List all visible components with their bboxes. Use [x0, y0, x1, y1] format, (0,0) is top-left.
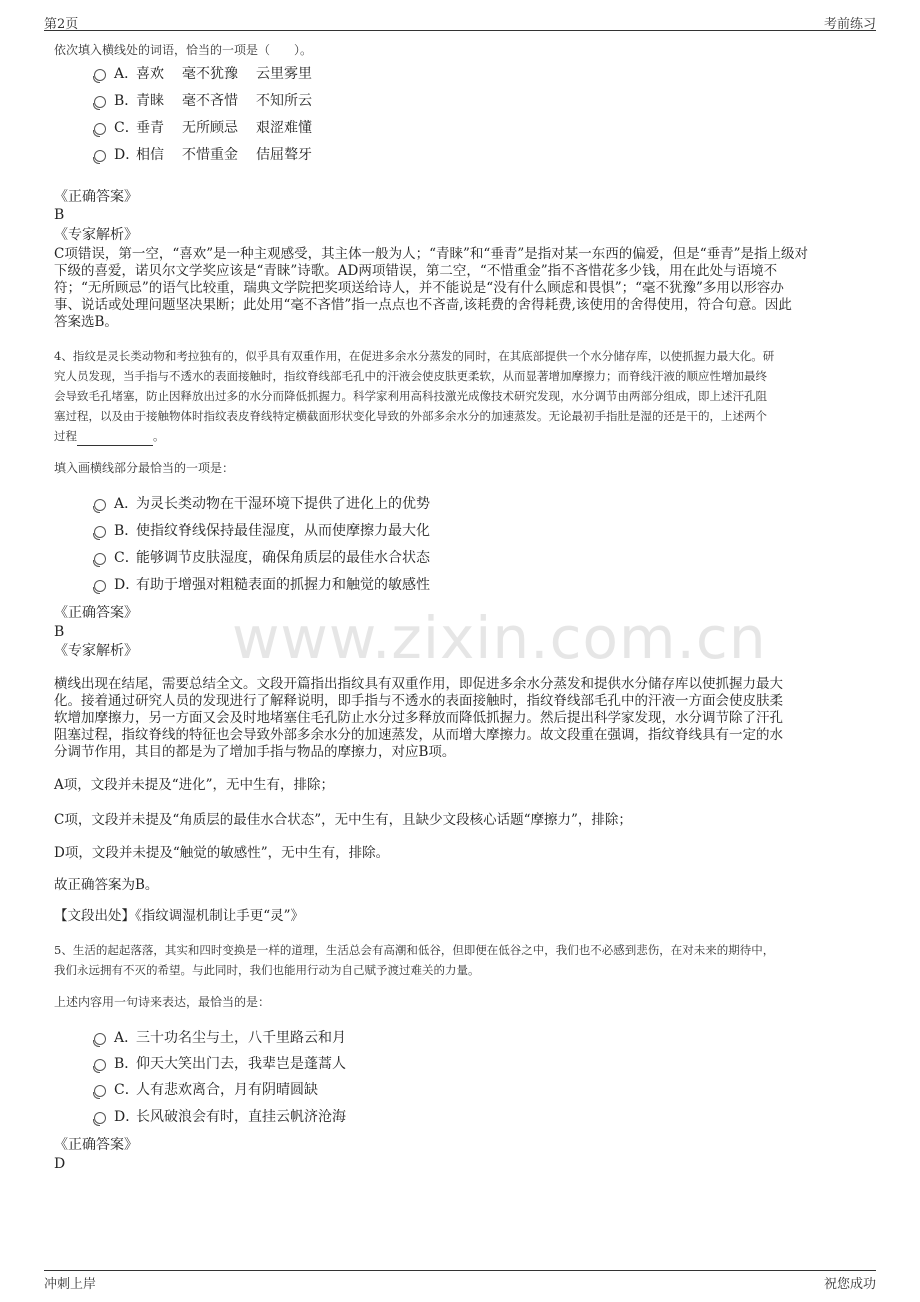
q3-option-a[interactable]: A．喜欢 毫不犹豫 云里雾里 — [94, 64, 330, 84]
radio-icon[interactable] — [94, 1059, 106, 1071]
q5-option-d[interactable]: D．长风破浪会有时，直挂云帆济沧海 — [94, 1107, 346, 1127]
q5-answer-label: 《正确答案》 — [54, 1137, 138, 1153]
radio-icon[interactable] — [94, 69, 106, 81]
q4-source: 【文段出处】《指纹调湿机制让手更“灵”》 — [54, 908, 305, 924]
q4-option-d[interactable]: D．有助于增强对粗糙表面的抓握力和触觉的敏感性 — [94, 575, 430, 595]
q5-prompt: 上述内容用一句诗来表达，最恰当的是： — [54, 995, 271, 1009]
page-header — [44, 0, 876, 31]
radio-icon[interactable] — [94, 150, 106, 162]
q4-stem: 4、指纹是灵长类动物和考拉独有的，似乎具有双重作用，在促进多余水分蒸发的同时，在其底部提供一个水分储存库，以使抓握力最大化。研 究人员发现，当手指与不透水的表面接触时，指纹脊线部毛孔中的汗液会使皮肤更柔软，从而显著增加摩擦力；而脊线汗液的顺应性增加最终 会导致毛孔堵塞，防止因释放出过多的水分而降低抓握力。科学家利用高科技激光成像技术研究发现，水分调节由两部分组成，即上述汗孔阻 塞过程，以及由于接触物体时指纹表皮脊线特定横截面形状变化导致的外部多余水分的加速蒸发。无论最初手指肚是湿的还是干的，上述两个 过程 。 — [54, 346, 874, 446]
page-number: 第2页 — [44, 17, 79, 32]
footer-left: 冲刺上岸 — [44, 1277, 97, 1292]
q4-note-c: C项，文段并未提及“角质层的最佳水合状态”，无中生有，且缺少文段核心话题“摩擦力”，排除； — [54, 812, 632, 828]
radio-icon[interactable] — [94, 499, 106, 511]
q4-answer-label: 《正确答案》 — [54, 605, 138, 621]
radio-icon[interactable] — [94, 526, 106, 538]
header-title: 考前练习 — [823, 17, 876, 32]
radio-icon[interactable] — [94, 96, 106, 108]
q3-option-c[interactable]: C．垂青 无所顾忌 艰涩难懂 — [94, 118, 330, 138]
q5-option-c[interactable]: C．人有悲欢离合，月有阴晴圆缺 — [94, 1080, 318, 1100]
q3-analysis: C项错误，第一空，“喜欢”是一种主观感受，其主体一般为人；“青睐”和“垂青”是指对某一东西的偏爱，但是“垂青”是指上级对 下级的喜爱，诺贝尔文学奖应该是“青睐”诗歌。AD两项错误，第二空，“不惜重金”指不吝惜花多少钱，用在此处与语境不 符；“无所顾忌”的语气比较重，瑞典文学院把奖项送给诗人，并不能说是“没有什么顾虑和畏惧”；“毫不犹豫”多用以形容办 事、说话或处理问题坚决果断；此处用“毫不吝惜”指一点点也不吝啬,该耗费的舍得耗费,该使用的舍得使用，符合句意。因此 答案选B。 — [54, 246, 809, 330]
page-footer — [44, 1270, 876, 1301]
radio-icon[interactable] — [94, 580, 106, 592]
q4-analysis-label: 《专家解析》 — [54, 643, 138, 659]
q5-option-a[interactable]: A．三十功名尘与土，八千里路云和月 — [94, 1028, 346, 1048]
q4-prompt: 填入画横线部分最恰当的一项是： — [54, 461, 235, 475]
q5-answer: D — [54, 1156, 66, 1172]
q4-note-a: A项，文段并未提及“进化”，无中生有，排除； — [54, 777, 335, 793]
radio-icon[interactable] — [94, 1112, 106, 1124]
q3-analysis-label: 《专家解析》 — [54, 227, 138, 243]
radio-icon[interactable] — [94, 1033, 106, 1045]
q3-option-d[interactable]: D．相信 不惜重金 佶屈聱牙 — [94, 145, 330, 165]
q4-answer: B — [54, 624, 65, 640]
q4-conclusion: 故正确答案为B。 — [54, 877, 159, 893]
q4-option-a[interactable]: A．为灵长类动物在干湿环境下提供了进化上的优势 — [94, 494, 430, 514]
q5-option-b[interactable]: B．仰天大笑出门去，我辈岂是蓬蒿人 — [94, 1054, 346, 1074]
footer-right: 祝您成功 — [823, 1277, 876, 1292]
watermark: www.zixin.com.cn — [232, 604, 767, 672]
radio-icon[interactable] — [94, 123, 106, 135]
radio-icon[interactable] — [94, 553, 106, 565]
q5-stem: 5、生活的起起落落，其实和四时变换是一样的道理，生活总会有高潮和低谷，但即便在低谷之中，我们也不必感到悲伤，在对未来的期待中， 我们永远拥有不灭的希望。与此同时，我们也能用行动为自己赋予渡过难关的力量。 — [54, 943, 775, 977]
q3-answer-label: 《正确答案》 — [54, 189, 138, 205]
q4-note-d: D项，文段并未提及“触觉的敏感性”，无中生有，排除。 — [54, 845, 390, 861]
q4-analysis: 横线出现在结尾，需要总结全文。文段开篇指出指纹具有双重作用，即促进多余水分蒸发和提供水分储存库以使抓握力最大 化。接着通过研究人员的发现进行了解释说明，即手指与不透水的表面接触时，指纹脊线部毛孔中的汗液一方面会使皮肤柔 软增加摩擦力，另一方面又会及时地堵塞住毛孔防止水分过多释放而降低抓握力。然后提出科学家发现，水分调节除了汗孔 阻塞过程，指纹脊线的特征也会导致外部多余水分的加速蒸发，从而增大摩擦力。故文段重在强调，指纹脊线具有一定的水 分调节作用，其目的都是为了增加手指与物品的摩擦力，对应B项。 — [54, 676, 783, 760]
radio-icon[interactable] — [94, 1085, 106, 1097]
q4-option-b[interactable]: B．使指纹脊线保持最佳湿度，从而使摩擦力最大化 — [94, 521, 430, 541]
q3-stem: 依次填入横线处的词语，恰当的一项是（ ）。 — [54, 43, 313, 57]
q3-option-b[interactable]: B．青睐 毫不吝惜 不知所云 — [94, 91, 330, 111]
q3-answer: B — [54, 207, 65, 223]
q4-option-c[interactable]: C．能够调节皮肤湿度，确保角质层的最佳水合状态 — [94, 548, 430, 568]
blank-underline — [77, 432, 153, 446]
